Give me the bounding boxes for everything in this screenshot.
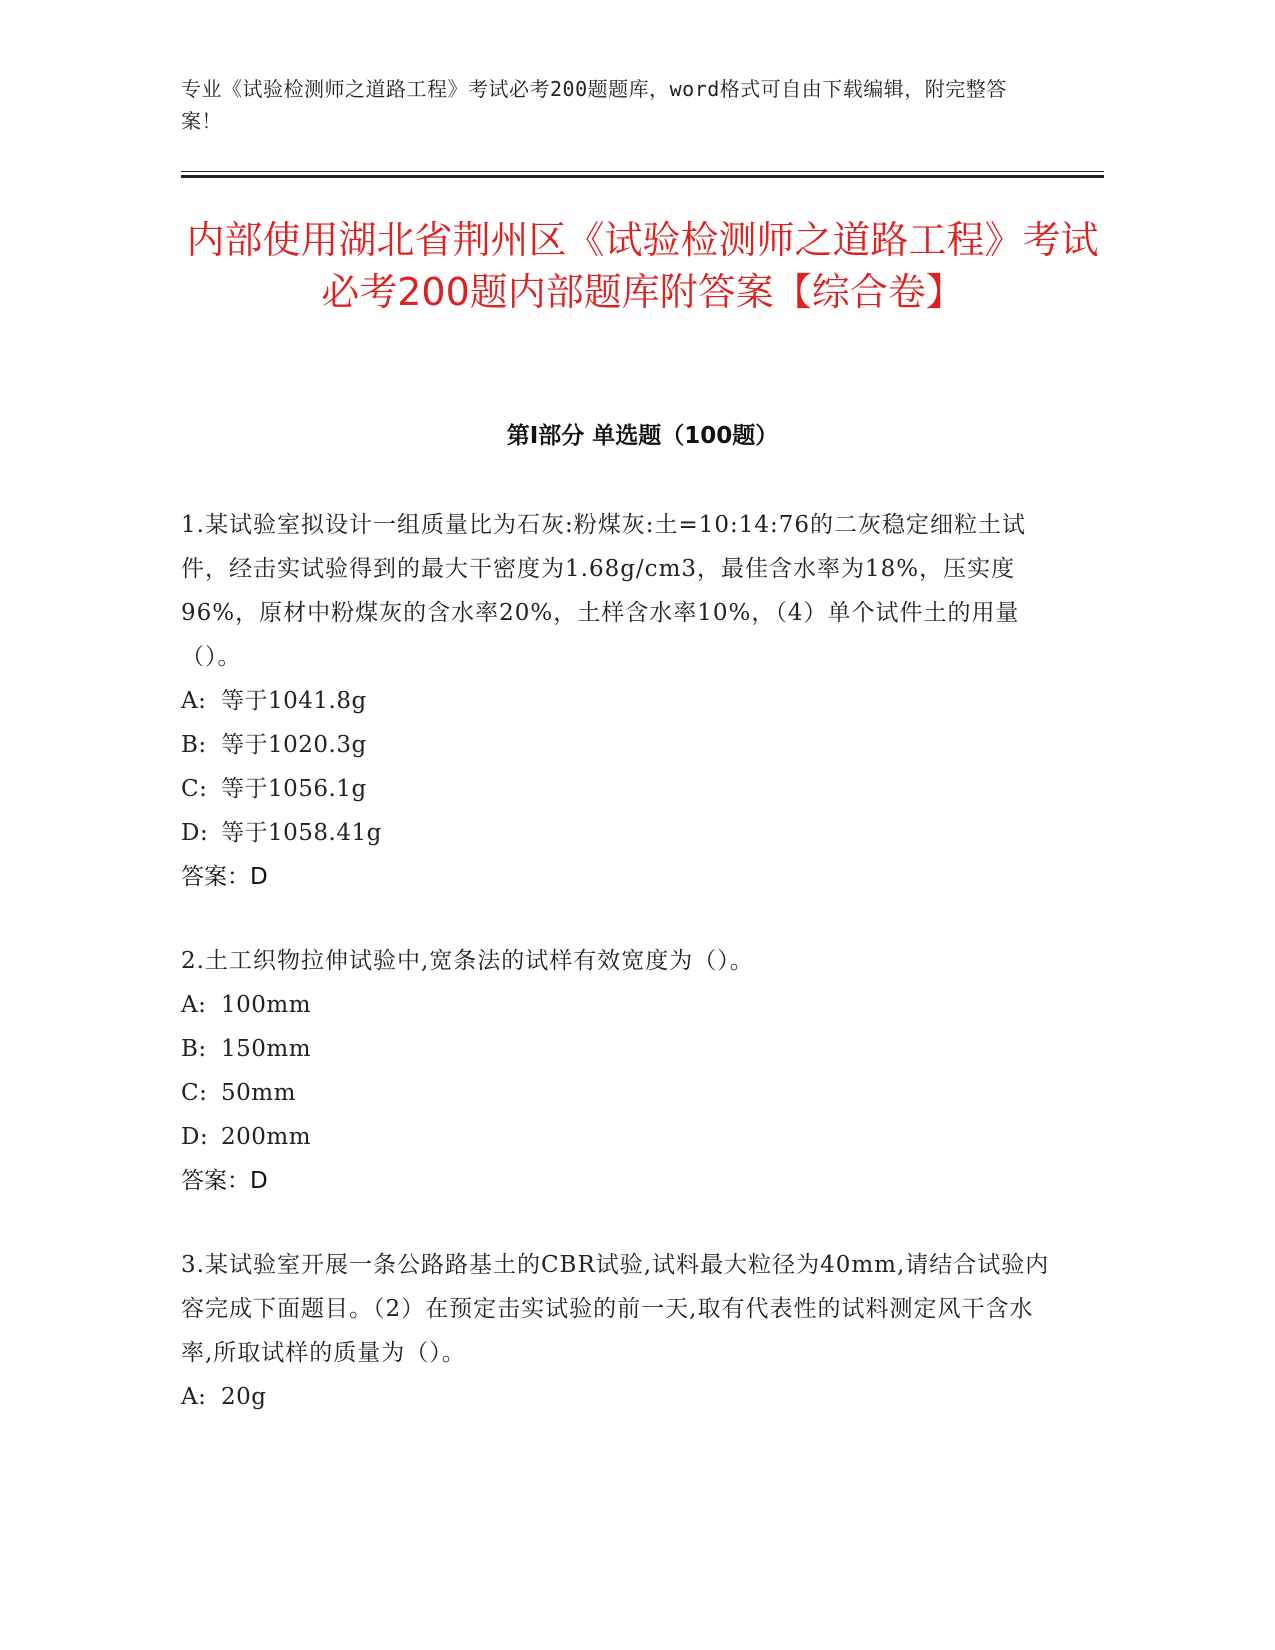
option-d — [181, 811, 1061, 855]
option-label: D: — [181, 820, 209, 846]
question-stem: 2.土工织物拉伸试验中,宽条法的试样有效宽度为（）。 — [181, 948, 754, 974]
question-1 — [181, 503, 1061, 899]
document-title: 内部使用湖北省荆州区《试验检测师之道路工程》考试必考200题内部题库附答案【综合卷】 — [186, 218, 1099, 314]
option-text: 等于1058.41g — [221, 820, 382, 846]
option-label: D: — [181, 1124, 209, 1150]
option-text: 150mm — [221, 1036, 312, 1062]
option-c — [181, 767, 1061, 811]
option-label: B: — [181, 732, 207, 758]
option-label: A: — [181, 1384, 207, 1410]
header-divider-thick — [181, 175, 1104, 178]
answer-line: 答案：D — [181, 1168, 268, 1194]
option-label: C: — [181, 776, 208, 802]
option-text: 200mm — [221, 1124, 312, 1150]
header-note: 专业《试验检测师之道路工程》考试必考200题题库，word格式可自由下载编辑，附完整答案！ — [181, 77, 1007, 133]
question-stem: 1.某试验室拟设计一组质量比为石灰:粉煤灰:土=10:14:76的二灰稳定细粒土试件，经击实试验得到的最大干密度为1.68g/cm3，最佳含水率为18%，压实度96%，原材中粉煤灰的含水率20%，土样含水率10%，（4）单个试件土的用量（）。 — [181, 512, 1027, 670]
question-stem: 3.某试验室开展一条公路路基土的CBR试验,试料最大粒径为40mm,请结合试验内容完成下面题目。（2）在预定击实试验的前一天,取有代表性的试料测定风干含水率,所取试样的质量为（）。 — [181, 1252, 1050, 1366]
option-text: 等于1041.8g — [221, 688, 367, 714]
option-b — [181, 723, 1061, 767]
option-label: A: — [181, 992, 207, 1018]
option-text: 50mm — [221, 1080, 296, 1106]
option-b — [181, 1027, 1061, 1071]
option-d — [181, 1115, 1061, 1159]
option-text: 等于1020.3g — [221, 732, 367, 758]
option-text: 100mm — [221, 992, 312, 1018]
answer-line: 答案：D — [181, 864, 268, 890]
option-a — [181, 983, 1061, 1027]
option-label: A: — [181, 688, 207, 714]
option-label: C: — [181, 1080, 208, 1106]
option-a — [181, 679, 1061, 723]
option-label: B: — [181, 1036, 207, 1062]
section-heading: 第I部分 单选题（100题） — [506, 423, 779, 449]
option-text: 等于1056.1g — [221, 776, 367, 802]
option-text: 20g — [221, 1384, 267, 1410]
question-3 — [181, 1243, 1061, 1419]
header-divider-thin — [181, 171, 1104, 172]
option-a — [181, 1375, 1061, 1419]
question-2 — [181, 939, 1061, 1203]
option-c — [181, 1071, 1061, 1115]
